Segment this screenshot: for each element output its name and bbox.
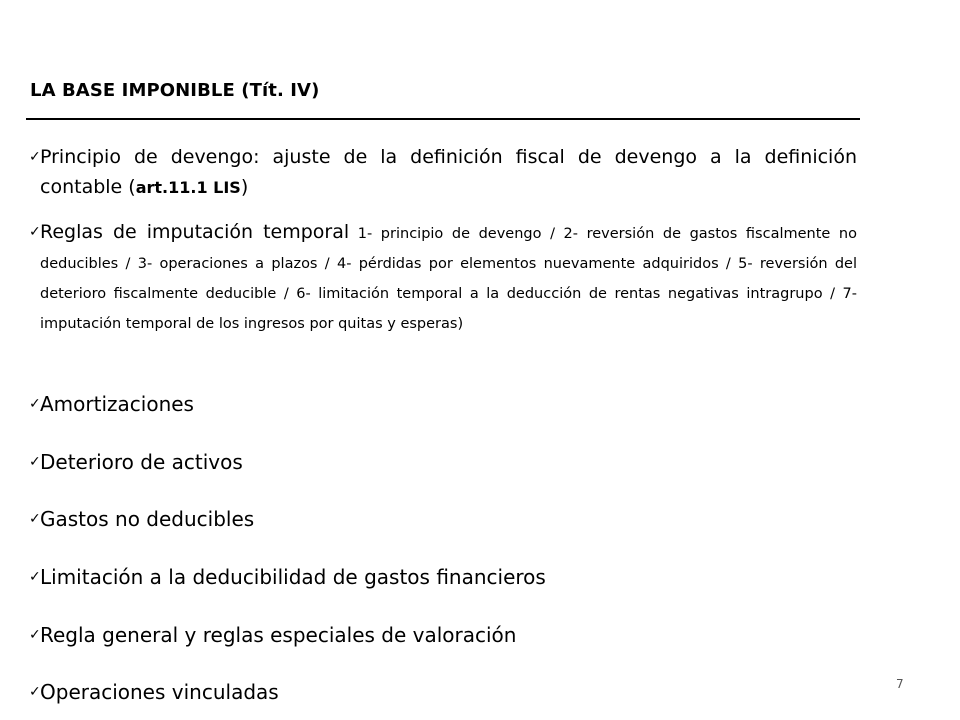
- bullet-operaciones-vinculadas: [30, 677, 279, 707]
- checkmark-icon: ✓: [29, 627, 41, 643]
- bullet-deterioro-activos: [30, 447, 243, 477]
- bullet-principio-devengo: [30, 142, 857, 203]
- checkmark-icon: ✓: [29, 396, 41, 412]
- bullet-list: [29, 142, 857, 704]
- checkmark-icon: ✓: [29, 149, 41, 165]
- checkmark-icon: ✓: [29, 454, 41, 470]
- bullet-text: Principio de devengo: ajuste de la definición fiscal de devengo a la definición contable (: [40, 146, 857, 198]
- bullet-text: Amortizaciones: [40, 392, 194, 416]
- slide-title: LA BASE IMPONIBLE (Tít. IV): [30, 80, 320, 101]
- bullet-text: Deterioro de activos: [40, 450, 243, 474]
- bullet-text: Limitación a la deducibilidad de gastos financieros: [40, 565, 546, 589]
- checkmark-icon: ✓: [29, 684, 41, 700]
- title-underline: [26, 118, 860, 120]
- legal-reference: art.11.1 LIS: [135, 178, 241, 197]
- bullet-reglas-valoracion: [30, 620, 516, 650]
- bullet-reglas-imputacion: [30, 217, 857, 337]
- bullet-limitacion-gastos-financieros: [30, 562, 546, 592]
- bullet-amortizaciones: [30, 389, 194, 419]
- bullet-text: Regla general y reglas especiales de valoración: [40, 623, 517, 647]
- bullet-gastos-no-deducibles: [30, 504, 254, 534]
- checkmark-icon: ✓: [29, 511, 41, 527]
- page-number: 7: [896, 677, 904, 691]
- bullet-text: Gastos no deducibles: [40, 507, 255, 531]
- bullet-lead-text: Reglas de imputación temporal: [40, 221, 350, 243]
- checkmark-icon: ✓: [29, 224, 41, 240]
- bullet-text: Operaciones vinculadas: [40, 680, 279, 704]
- bullet-detail-text: 1- principio de devengo / 2- reversión de gastos fiscalmente no deducibles / 3- operaciones a plazos / 4- pérdidas por elementos nuevamente adquiridos / 5- reversión del deterioro fiscalmente deducible / 6- limitación temporal a la deducción de rentas negativas intragrupo / 7- imputación temporal de los ingresos por quitas y esperas): [40, 226, 857, 332]
- bullet-text-close: ): [240, 176, 249, 198]
- checkmark-icon: ✓: [29, 569, 41, 585]
